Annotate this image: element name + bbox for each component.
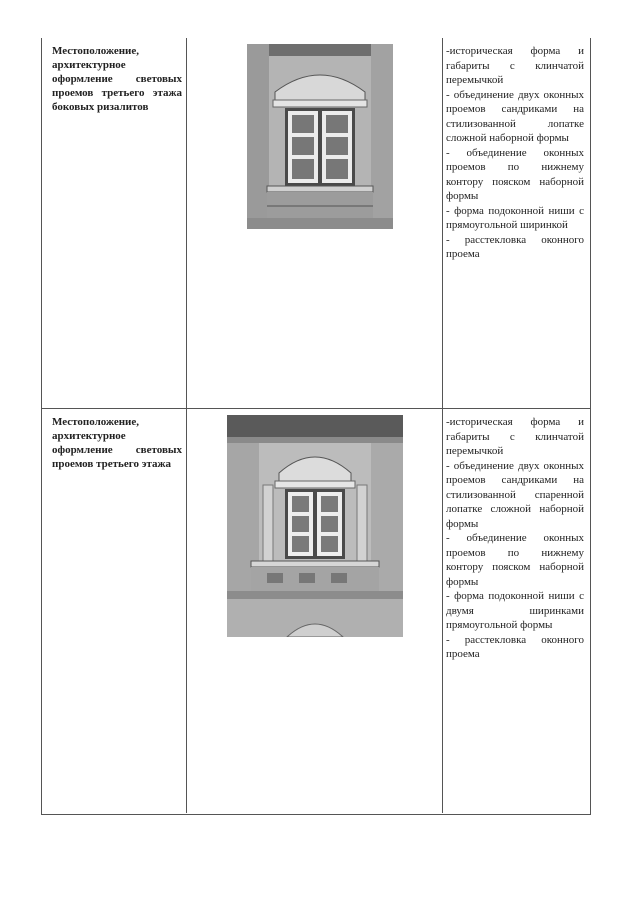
description-item: - форма подоконной ниши с двумя ширинками прямоугольной формы [446, 590, 584, 631]
row-label: Местоположение, архитектурное оформление световых проемов третьего этажа [52, 416, 182, 470]
description-item: - объединение оконных проемов по нижнему контору пояском наборной формы [446, 146, 584, 202]
facade-window-photo-icon [227, 415, 403, 637]
table-row [42, 409, 590, 813]
column-divider [186, 409, 187, 813]
heritage-table [41, 38, 591, 815]
description-item: - объединение двух оконных проемов сандриками на стилизованной спаренной лопатке сложной наборной формы [446, 459, 584, 530]
description-item: - объединение оконных проемов по нижнему контору пояском наборной формы [446, 532, 584, 588]
description-item: -историческая форма и габариты с клинчатой перемычкой [446, 416, 584, 457]
row-description [446, 415, 584, 662]
row-description [446, 44, 584, 262]
column-divider [186, 38, 187, 408]
column-divider [442, 409, 443, 813]
description-item: - расстекловка оконного проема [446, 633, 584, 660]
facade-window-photo-icon [247, 44, 393, 229]
description-item: -историческая форма и габариты с клинчатой перемычкой [446, 45, 584, 86]
row-label: Местоположение, архитектурное оформление световых проемов третьего этажа боковых ризалитов [52, 45, 182, 113]
column-divider [442, 38, 443, 408]
table-row [42, 38, 590, 409]
description-item: - расстекловка оконного проема [446, 233, 584, 260]
description-item: - объединение двух оконных проемов сандриками на стилизованной лопатке сложной наборной формы [446, 88, 584, 144]
description-item: - форма подоконной ниши с прямоугольной ширинкой [446, 204, 584, 231]
